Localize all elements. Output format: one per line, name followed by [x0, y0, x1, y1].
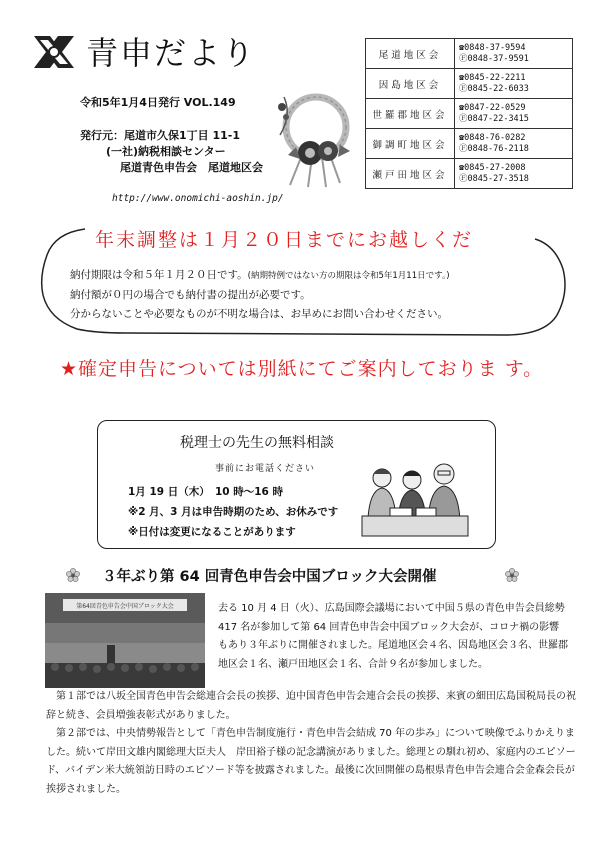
tax-return-announcement: ★確定申告については別紙にてご案内しておりま す。: [60, 358, 544, 380]
table-row: [366, 99, 573, 129]
phone-number[interactable]: ☎0848-37-9594: [459, 42, 526, 53]
consultation-schedule: 1月 19 日（木） 10 時～16 時: [128, 486, 284, 498]
publisher-org: (一社)納税相談センター: [106, 145, 226, 158]
newsletter-title: 青申だより: [86, 34, 257, 72]
publisher-address: 発行元：尾道市久保1丁目 11-1: [80, 129, 241, 142]
deadline-text: 納付期限は令和５年１月２０日です。: [70, 269, 248, 281]
article-paragraph-1: 去る 10 月 4 日（火）、広島国際会議場において中国５県の青色申告会員総勢 417 名が参加して第 64 回青色申告会中国ブロック大会が、コロナ禍の影響もあり３年ぶりに開催されました。尾道地区会４名、因島地区会３名、世羅郡地区会１名、瀬戸田地区会１名、合計９名が参加しました。: [218, 603, 568, 670]
table-row: [366, 129, 573, 159]
website-link[interactable]: http://www.onomichi-aoshin.jp/: [112, 193, 284, 204]
fax-number: Ⓕ0845-27-3518: [459, 173, 529, 184]
phone-number[interactable]: ☎0845-27-2008: [459, 162, 526, 173]
branch-numbers: [455, 99, 573, 129]
consultation-note-closed: ※2 月、3 月は申告時期のため、お休みです: [128, 506, 339, 518]
notice-body: [70, 266, 560, 324]
consultation-subtitle: 事前にお電話ください: [215, 464, 316, 474]
photo-banner-text: 第64回青色申告会中国ブロック大会: [76, 603, 174, 610]
branch-numbers: [455, 129, 573, 159]
table-row: [366, 39, 573, 69]
publisher-branch: 尾道青色申告会 尾道地区会: [120, 161, 263, 174]
fax-number: Ⓕ0848-37-9591: [459, 53, 529, 64]
phone-number[interactable]: ☎0847-22-0529: [459, 102, 526, 113]
consultation-title: 税理士の先生の無料相談: [180, 435, 334, 451]
deadline-note: (納期特例ではない方の期限は令和5年1月11日です。): [247, 271, 450, 281]
branch-name: 尾道地区会: [366, 39, 455, 69]
article-body: [46, 688, 576, 799]
branch-name: 世羅郡地区会: [366, 99, 455, 129]
fax-number: Ⓕ0847-22-3415: [459, 113, 529, 124]
table-row: [366, 159, 573, 189]
article-paragraph-3: 第２部では、中央情勢報告として「青色申告制度施行・青色申告会結成 70 年の歩み」について映像でふりかえりました。続いて岸田文雄内閣総理大臣夫人 岸田裕子様の記念講演がありました。総理との馴れ初め、家庭内のエピソード、バイデン米大統領訪日時のエピソード等を披露されました。最後に次回開催の島根県青色申告会連合会金森会長が挨拶されました。: [46, 728, 576, 795]
fax-number: Ⓕ0848-76-2118: [459, 143, 529, 154]
branch-name: 瀬戸田地区会: [366, 159, 455, 189]
branch-name: 御調町地区会: [366, 129, 455, 159]
fax-number: Ⓕ0845-22-6033: [459, 83, 529, 94]
article-title-text: ３年ぶり第 64 回青色申告会中国ブロック大会開催: [102, 569, 437, 585]
consultation-note-change: ※日付は変更になることがあります: [128, 526, 296, 538]
notice-line-zero-payment: 納付額が０円の場合でも納付書の提出が必要です。: [70, 289, 311, 301]
flower-icon: [505, 568, 519, 582]
consultation-people-illustration: [360, 458, 470, 538]
issue-info: 令和5年1月4日発行 VOL.149: [80, 96, 236, 109]
article-title: [68, 565, 436, 586]
phone-number[interactable]: ☎0845-22-2211: [459, 72, 526, 83]
article-paragraph-2: 第１部では八坂全国青色申告会総連合会長の挨拶、迫中国青色申告会連合会長の挨拶、来賓の細田広島国税局長の祝辞と続き、会員増強表彰式がありました。: [46, 691, 576, 721]
notice-headline: 年末調整は１月２０日までにお越しくだ: [95, 229, 474, 251]
conference-photo: [45, 593, 205, 688]
publisher-block: [80, 128, 263, 176]
branch-numbers: [455, 159, 573, 189]
notice-line-contact: 分からないことや必要なものが不明な場合は、お早めにお問い合わせください。: [70, 308, 448, 320]
branch-numbers: [455, 39, 573, 69]
logo-icon: [30, 30, 78, 74]
notice-line-deadline: [70, 266, 560, 286]
branch-numbers: [455, 69, 573, 99]
phone-number[interactable]: ☎0848-76-0282: [459, 132, 526, 143]
new-year-wreath-icon: [270, 85, 362, 190]
table-row: [366, 69, 573, 99]
branch-name: 因島地区会: [366, 69, 455, 99]
branch-contact-table: [365, 38, 573, 189]
